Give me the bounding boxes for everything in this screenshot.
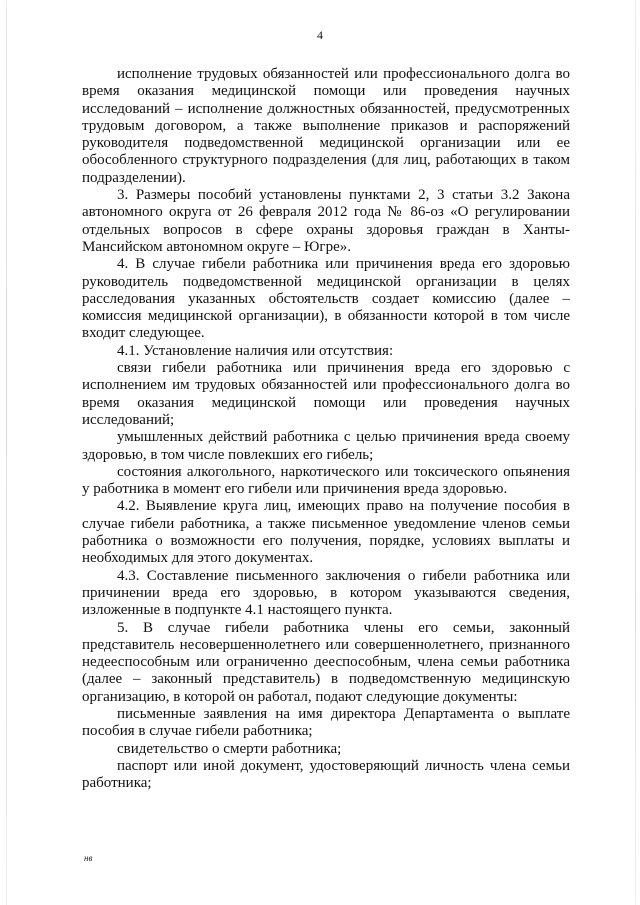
paragraph: 4.3. Составление письменного заключения о гибели работника или причинении вреда его здоровью, в котором указываются сведения, изложенные в подпункте 4.1 настоящего пункта.	[82, 567, 570, 619]
scan-edge-left	[6, 0, 7, 905]
paragraph: исполнение трудовых обязанностей или профессионального долга во время оказания медицинской помощи или проведения научных исследований – исполнение должностных обязанностей, предусмотренных трудовым договором, а также выполнение приказов и распоряжений руководителя подведомственной медицинской организации или ее обособленного структурного подразделения (для лиц, работающих в таком подразделении).	[82, 66, 570, 186]
paragraph: 3. Размеры пособий установлены пунктами 2, 3 статьи 3.2 Закона автономного округа от 26 февраля 2012 года № 86-оз «О регулировании отдельных вопросов в сфере охраны здоровья граждан в Ханты-Мансийском автономном округе – Югре».	[82, 187, 570, 255]
paragraph: умышленных действий работника с целью причинения вреда своему здоровью, в том числе повлекших его гибель;	[82, 429, 570, 463]
paragraph: 4.1. Установление наличия или отсутствия:	[117, 342, 394, 359]
paragraph: свидетельство о смерти работника;	[117, 740, 342, 757]
paragraph: письменные заявления на имя директора Департамента о выплате пособия в случае гибели работника;	[82, 705, 570, 740]
paragraph: 4. В случае гибели работника или причинения вреда его здоровью руководитель подведомственной медицинской организации в целях расследования указанных обстоятельств создает комиссию (далее – комиссия медицинской организации), в обязанности которой в том числе входит следующее.	[82, 256, 570, 342]
paragraph: 4.2. Выявление круга лиц, имеющих право на получение пособия в случае гибели работника, а также письменное уведомление членов семьи работника о возможности его получения, порядке, условиях выплаты и необходимых для этого документах.	[82, 498, 570, 567]
paragraph: связи гибели работника или причинения вреда его здоровью с исполнением им трудовых обязанностей или профессионального долга во время оказания медицинской помощи или проведения научных исследований;	[82, 360, 570, 428]
scan-edge-right	[635, 0, 636, 905]
paragraph: паспорт или иной документ, удостоверяющий личность члена семьи работника;	[82, 757, 570, 792]
footer-initials: нв	[84, 853, 93, 863]
page-number: 4	[317, 28, 323, 42]
paragraph: состояния алкогольного, наркотического или токсического опьянения у работника в момент его гибели или причинения вреда здоровью.	[82, 463, 570, 498]
paragraph: 5. В случае гибели работника члены его семьи, законный представитель несовершеннолетнего или совершеннолетнего, признанного недееспособным или ограниченно дееспособным, члена семьи работника (далее – законный представитель) в подведомственную медицинскую организацию, в которой он работал, подают следующие документы:	[82, 619, 570, 705]
document-body	[82, 66, 570, 792]
